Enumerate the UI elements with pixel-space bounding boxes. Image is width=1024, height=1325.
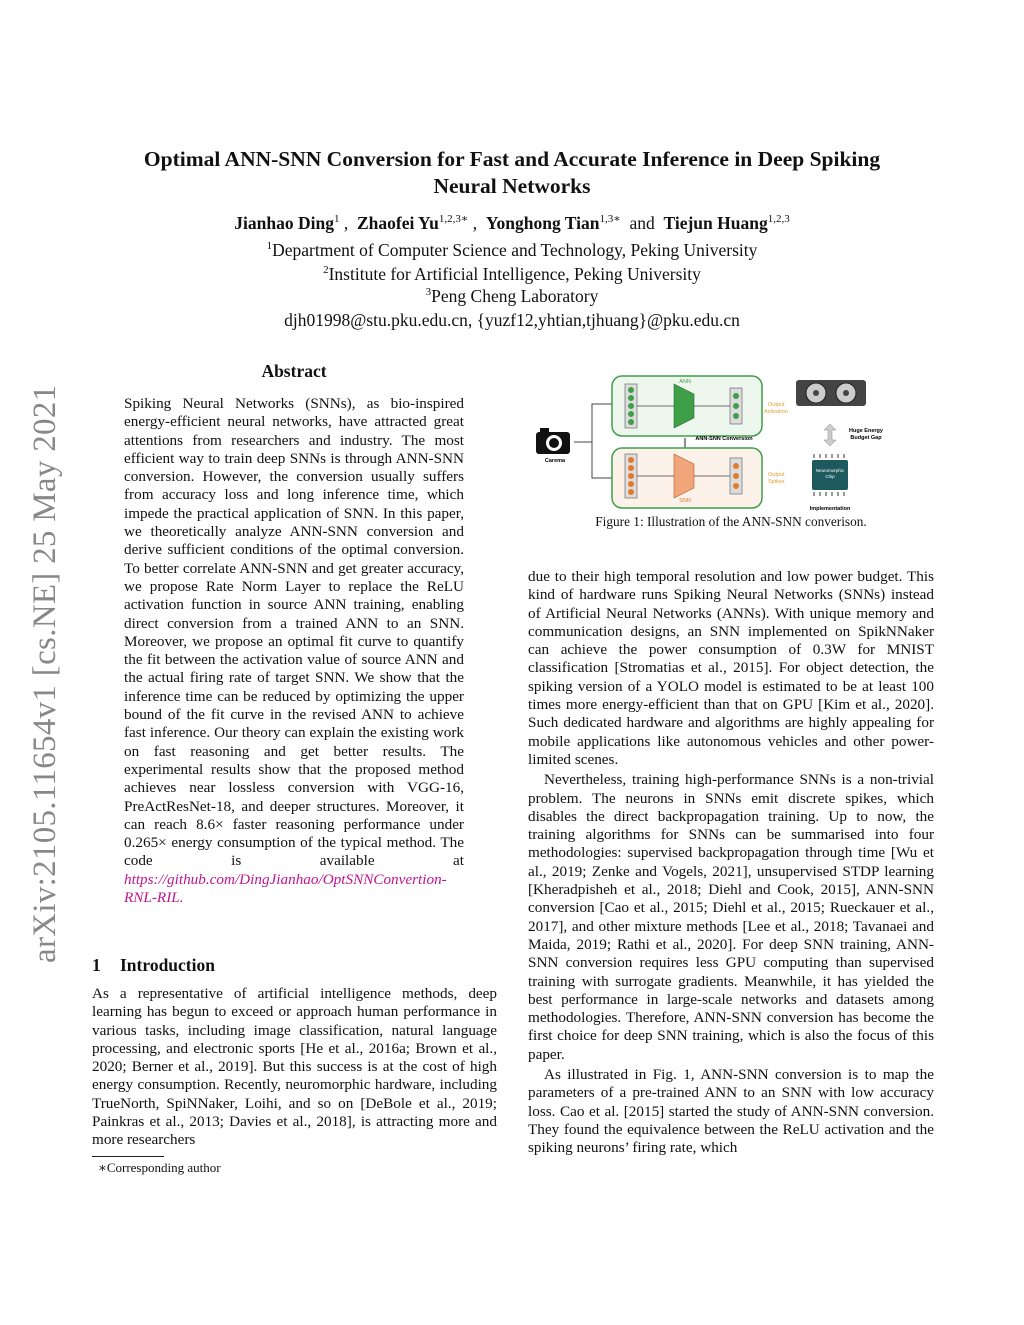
affiliation-sup: 1	[266, 240, 273, 253]
email-list: djh01998@stu.pku.edu.cn, {yuzf12,yhtian,tjhuang}@pku.edu.cn	[284, 310, 740, 330]
gpu-icon	[796, 380, 866, 406]
snn-label: SNN	[679, 498, 691, 504]
author-sup: 1,3∗	[599, 213, 621, 225]
chip-label: Neuromorphic Chip	[815, 468, 845, 479]
title-line-2: Neural Networks	[433, 174, 591, 198]
author-sup: 1,2,3	[767, 213, 790, 225]
figure-diagram	[528, 366, 934, 512]
author-and: and	[629, 212, 655, 233]
conversion-label: ANN-SNN Conversion	[695, 436, 753, 442]
right-column	[528, 568, 934, 1158]
author-sep: ,	[472, 212, 478, 233]
author-sup: 1,2,3∗	[438, 213, 469, 225]
title-line-1: Optimal ANN-SNN Conversion for Fast and Accurate Inference in Deep Spiking	[143, 147, 881, 171]
author-sup: 1	[333, 213, 340, 225]
affiliation-sup: 2	[323, 264, 329, 277]
energy-gap-arrow	[824, 424, 836, 446]
author-name: Yonghong Tian	[485, 212, 600, 233]
figure-caption: Figure 1: Illustration of the ANN-SNN converison.	[595, 514, 867, 529]
camera-icon	[536, 428, 570, 454]
abstract-text: Spiking Neural Networks (SNNs), as bio-inspired energy-efficient neural networks, have attracted great attentions from researchers and industry. The most efficient way to train deep SNNs is through ANN-SNN conversion. However, the conversion usually suffers from accuracy loss and long inference time, which impede the practical application of SNN. In this paper, we theoretically analyze ANN-SNN conversion and derive sufficient conditions of the optimal conversion. To better correlate ANN-SNN and get greater accuracy, we propose Rate Norm Layer to replace the ReLU activation function in source ANN training, enabling direct conversion from a trained ANN to an SNN. Moreover, we propose an optimal fit curve to quantify the fit between the activation value of source ANN and the actual firing rate of target SNN. We show that the inference time can be reduced by optimizing the upper bound of the fit curve in the revised ANN to achieve fast inference. Our theory can explain the existing work on fast reasoning and get better results. The experimental results show that the proposed method achieves near lossless conversion with VGG-16, PreActResNet-18, and deeper structures. Moreover, it can reach 8.6× faster reasoning performance under 0.265× energy consumption of the typical method. The code is available at	[124, 395, 464, 870]
energy-gap-label: Huge Energy Budget Gap	[849, 428, 883, 441]
affiliation-text: Department of Computer Science and Technology, Peking University	[272, 240, 758, 260]
affiliation-text: Institute for Artificial Intelligence, Peking University	[328, 264, 701, 284]
abstract-body	[124, 395, 464, 907]
author-name: Jianhao Ding	[234, 212, 334, 233]
gpu-label: GPU	[858, 407, 869, 413]
affiliation-sup: 3	[425, 286, 432, 299]
input-branch	[574, 404, 612, 478]
paragraph: As illustrated in Fig. 1, ANN-SNN conversion is to map the parameters of a pre-trained ANN to an SNN with low accuracy loss. Cao et al. [2015] started the study of ANN-SNN conversion. They found the equivalence between the ReLU activation and the spiking neurons’ firing rate, which	[528, 1066, 934, 1157]
figure-1	[528, 366, 934, 512]
code-link[interactable]: https://github.com/DingJianhao/OptSNNConvertion-RNL-RIL.	[124, 870, 447, 907]
section-number: 1	[92, 955, 101, 975]
intro-text: As a representative of artificial intelligence methods, deep learning has begun to exceed or approach human performance in various tasks, including image classification, natural language processing, and electronic sports [He et al., 2016a; Brown et al., 2020; Berner et al., 2019]. But this success is at the cost of high energy consumption. Recently, neuromorphic hardware, including TrueNorth, SpiNNaker, Loihi, and so on [DeBole et al., 2019; Painkras et al., 2013; Davies et al., 2018], is attracting more and more researchers	[92, 985, 497, 1149]
footnote: ∗Corresponding author	[98, 1160, 221, 1175]
abstract-heading: Abstract	[261, 361, 327, 381]
affiliation-text: Peng Cheng Laboratory	[431, 286, 599, 306]
implementation-label: Implementation	[809, 506, 851, 512]
output-activation-label: Output Activation	[764, 402, 788, 415]
paragraph: Nevertheless, training high-performance SNNs is a non-trivial problem. The neurons in SNNs emit discrete spikes, which disables the direct backpropagation training. Up to now, the training algorithms for SNNs can be summarised into four methodologies: supervised backpropagation through time [Wu et al., 2019; Zenke and Vogels, 2021], unsupervised STDP learning [Kheradpisheh et al., 2018; Diehl and Cook, 2015], ANN-SNN conversion [Cao et al., 2015; Diehl et al., 2015; Rueckauer et al., 2017], and other mixture methods [Lee et al., 2018; Tavanaei and Maida, 2019; Rathi et al., 2020]. For deep SNN training, ANN-SNN conversion requires less GPU computing than supervised training with surrogate gradients. Meanwhile, it has yielded the best performance in large-scale networks and datasets among methodologies. Therefore, ANN-SNN conversion has become the first choice for deep SNN training, which is also the focus of this paper.	[528, 771, 934, 1063]
section-title: Introduction	[120, 955, 215, 975]
author-name: Tiejun Huang	[663, 212, 768, 233]
paper-title	[80, 146, 944, 200]
footnote-rule	[92, 1156, 164, 1157]
affiliation	[80, 264, 944, 285]
ann-label: ANN	[679, 379, 691, 385]
paragraph: due to their high temporal resolution and low power budget. This kind of hardware runs Spiking Neural Networks (SNNs) instead of Artificial Neural Networks (ANNs). With unique memory and communication designs, an SNN implemented on SpikNNaker can achieve the power consumption of 0.3W for MNIST classification [Stromatias et al., 2015]. For object detection, the spiking version of a YOLO model is estimated to be at least 100 times more energy-efficient than that on GPU [Kim et al., 2020]. Such dedicated hardware and algorithms are highly appealing for mobile applications like autonomous vehicles and other power-limited scenes.	[528, 568, 934, 768]
arxiv-stamp: arXiv:2105.11654v1 [cs.NE] 25 May 2021	[27, 384, 63, 963]
section-heading	[92, 955, 215, 976]
affiliation	[80, 240, 944, 261]
intro-paragraph	[92, 985, 497, 1150]
author-name: Zhaofei Yu	[356, 212, 439, 233]
affiliation	[80, 286, 944, 307]
author-sep: ,	[343, 212, 349, 233]
camera-label: Carema	[544, 458, 566, 464]
output-spikes-label: Output Spikes	[768, 472, 785, 485]
author-list	[80, 212, 944, 234]
